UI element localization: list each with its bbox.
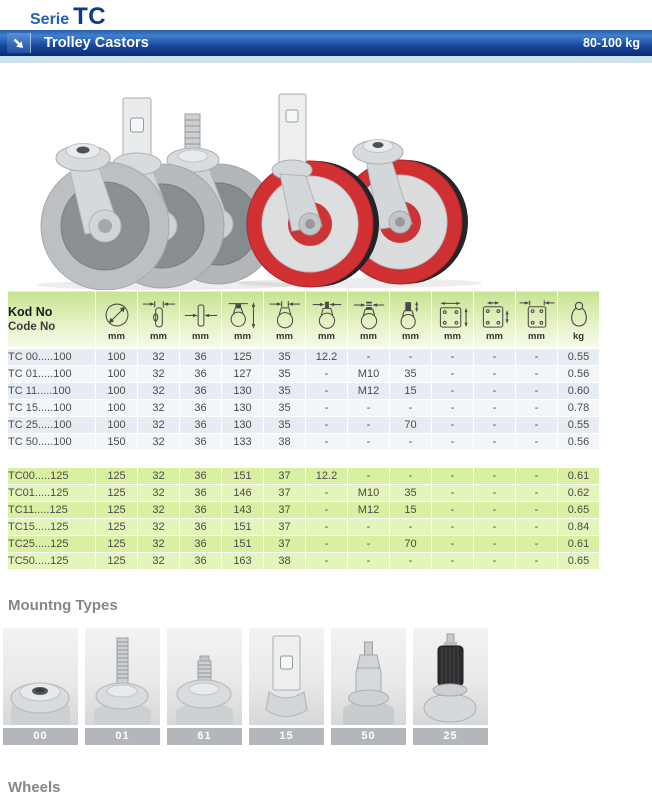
code-cell: TC25.....125 <box>8 536 96 553</box>
table-row <box>8 366 600 383</box>
bolt-hole-diameter-icon <box>306 298 347 330</box>
value-cell: - <box>516 519 558 536</box>
value-cell: - <box>306 502 348 519</box>
table-row <box>8 553 600 570</box>
value-cell: 32 <box>138 383 180 400</box>
total-height-icon <box>222 298 263 330</box>
value-cell: 37 <box>264 485 306 502</box>
stem-length-column-header <box>390 291 432 349</box>
table-row <box>8 468 600 485</box>
code-cell: TC 50.....100 <box>8 434 96 451</box>
value-cell: 151 <box>222 519 264 536</box>
value-cell: 0.65 <box>558 553 600 570</box>
value-cell: 36 <box>180 349 222 366</box>
value-cell: 36 <box>180 519 222 536</box>
value-cell: - <box>390 553 432 570</box>
value-cell: 32 <box>138 553 180 570</box>
value-cell: - <box>516 349 558 366</box>
code-cell: TC 15.....100 <box>8 400 96 417</box>
code-cell: TC 25.....100 <box>8 417 96 434</box>
unit-label: mm <box>528 330 545 342</box>
mount-photo-25 <box>413 628 488 725</box>
code-cell: TC11.....125 <box>8 502 96 519</box>
value-cell: - <box>390 434 432 451</box>
value-cell: - <box>306 400 348 417</box>
value-cell: 0.61 <box>558 468 600 485</box>
value-cell: - <box>432 434 474 451</box>
table-row <box>8 434 600 451</box>
product-photo <box>15 78 485 290</box>
value-cell: - <box>348 417 390 434</box>
value-cell: 32 <box>138 434 180 451</box>
value-cell: - <box>516 383 558 400</box>
value-cell: 100 <box>96 383 138 400</box>
mount-type-label: 00 <box>3 728 78 745</box>
code-cell: TC50.....125 <box>8 553 96 570</box>
wheels-heading: Wheels <box>8 779 61 796</box>
value-cell: - <box>432 400 474 417</box>
value-cell: - <box>474 485 516 502</box>
value-cell: 125 <box>96 536 138 553</box>
plate-hole-spacing-column-header <box>474 291 516 349</box>
mount-type-tile <box>167 628 242 745</box>
table-row <box>8 519 600 536</box>
value-cell: 32 <box>138 349 180 366</box>
diagonal-arrow-icon <box>7 33 31 53</box>
mount-photo-15 <box>249 628 324 725</box>
unit-label: mm <box>318 330 335 342</box>
value-cell: 130 <box>222 383 264 400</box>
value-cell: - <box>306 417 348 434</box>
unit-label: mm <box>234 330 251 342</box>
value-cell: - <box>432 417 474 434</box>
code-column-header <box>8 291 96 349</box>
value-cell: 38 <box>264 434 306 451</box>
bolt-hole-diameter-column-header <box>306 291 348 349</box>
wheel-width-icon <box>138 298 179 330</box>
value-cell: 36 <box>180 485 222 502</box>
value-cell: M10 <box>348 366 390 383</box>
code-cell: TC 00.....100 <box>8 349 96 366</box>
code-cell: TC15.....125 <box>8 519 96 536</box>
unit-label: mm <box>360 330 377 342</box>
value-cell: - <box>390 519 432 536</box>
value-cell: 125 <box>96 468 138 485</box>
value-cell: 70 <box>390 417 432 434</box>
value-cell: M10 <box>348 485 390 502</box>
swivel-offset-column-header <box>264 291 306 349</box>
value-cell: 32 <box>138 366 180 383</box>
stem-length-icon <box>390 298 431 330</box>
value-cell: - <box>306 553 348 570</box>
code-header-line1: Kod No <box>8 305 53 319</box>
mount-type-label: 25 <box>413 728 488 745</box>
value-cell: - <box>474 400 516 417</box>
value-cell: 36 <box>180 417 222 434</box>
value-cell: 35 <box>264 400 306 417</box>
mount-type-label: 15 <box>249 728 324 745</box>
plate-width-icon <box>516 298 557 330</box>
value-cell: - <box>432 383 474 400</box>
wheel-diameter-icon <box>96 298 137 330</box>
value-cell: 35 <box>390 366 432 383</box>
value-cell: - <box>474 502 516 519</box>
value-cell: - <box>390 349 432 366</box>
value-cell: 32 <box>138 485 180 502</box>
value-cell: 37 <box>264 519 306 536</box>
section-banner <box>0 30 652 56</box>
value-cell: 35 <box>264 383 306 400</box>
mount-type-tile <box>249 628 324 745</box>
unit-label: mm <box>108 330 125 342</box>
value-cell: 100 <box>96 366 138 383</box>
value-cell: - <box>348 519 390 536</box>
value-cell: - <box>348 553 390 570</box>
value-cell: - <box>306 519 348 536</box>
mounting-types-heading: Mountng Types <box>8 597 118 614</box>
unit-label: mm <box>486 330 503 342</box>
value-cell: - <box>348 468 390 485</box>
thread-size-column-header <box>348 291 390 349</box>
value-cell: 100 <box>96 400 138 417</box>
value-cell: 130 <box>222 400 264 417</box>
table-row <box>8 383 600 400</box>
value-cell: 125 <box>96 485 138 502</box>
value-cell: 36 <box>180 553 222 570</box>
value-cell: 37 <box>264 502 306 519</box>
unit-label: mm <box>150 330 167 342</box>
value-cell: - <box>516 366 558 383</box>
value-cell: 32 <box>138 519 180 536</box>
banner-title: Trolley Castors <box>44 35 149 51</box>
value-cell: 38 <box>264 553 306 570</box>
wheel-diameter-column-header <box>96 291 138 349</box>
value-cell: M12 <box>348 383 390 400</box>
mount-type-tile <box>3 628 78 745</box>
value-cell: 32 <box>138 468 180 485</box>
value-cell: - <box>306 536 348 553</box>
value-cell: 32 <box>138 417 180 434</box>
value-cell: 15 <box>390 502 432 519</box>
series-title <box>30 3 106 31</box>
value-cell: 143 <box>222 502 264 519</box>
value-cell: 0.62 <box>558 485 600 502</box>
series-code: TC <box>73 3 107 30</box>
value-cell: - <box>390 468 432 485</box>
unit-label: mm <box>192 330 209 342</box>
value-cell: 12.2 <box>306 468 348 485</box>
value-cell: - <box>348 400 390 417</box>
hub-width-icon <box>180 298 221 330</box>
value-cell: 37 <box>264 536 306 553</box>
code-cell: TC01.....125 <box>8 485 96 502</box>
value-cell: 151 <box>222 536 264 553</box>
value-cell: 37 <box>264 468 306 485</box>
value-cell: 127 <box>222 366 264 383</box>
plate-hole-spacing-icon <box>474 298 515 330</box>
thread-size-icon <box>348 298 389 330</box>
value-cell: - <box>516 485 558 502</box>
weight-icon <box>558 298 599 330</box>
value-cell: - <box>516 468 558 485</box>
mount-type-label: 61 <box>167 728 242 745</box>
value-cell: - <box>348 536 390 553</box>
value-cell: 36 <box>180 383 222 400</box>
code-header-line2: Code No <box>8 321 56 333</box>
value-cell: 35 <box>264 366 306 383</box>
value-cell: 0.60 <box>558 383 600 400</box>
value-cell: 0.55 <box>558 349 600 366</box>
value-cell: - <box>516 434 558 451</box>
value-cell: 150 <box>96 434 138 451</box>
value-cell: 0.56 <box>558 434 600 451</box>
value-cell: - <box>432 553 474 570</box>
series-label: Serie <box>30 11 70 28</box>
code-cell: TC00.....125 <box>8 468 96 485</box>
value-cell: - <box>306 366 348 383</box>
total-height-column-header <box>222 291 264 349</box>
unit-label: mm <box>276 330 293 342</box>
value-cell: - <box>432 502 474 519</box>
table-row <box>8 349 600 366</box>
value-cell: - <box>474 383 516 400</box>
mount-photo-00 <box>3 628 78 725</box>
load-capacity-badge: 80-100 kg <box>583 36 640 50</box>
value-cell: 15 <box>390 383 432 400</box>
value-cell: 133 <box>222 434 264 451</box>
castor-red-square-stem <box>247 94 379 287</box>
mounting-types-row <box>3 628 488 745</box>
value-cell: 125 <box>96 553 138 570</box>
value-cell: - <box>474 553 516 570</box>
value-cell: 32 <box>138 502 180 519</box>
swivel-offset-icon <box>264 298 305 330</box>
value-cell: 36 <box>180 366 222 383</box>
value-cell: 163 <box>222 553 264 570</box>
value-cell: M12 <box>348 502 390 519</box>
table-row <box>8 485 600 502</box>
value-cell: 125 <box>222 349 264 366</box>
mount-type-tile <box>413 628 488 745</box>
unit-label: mm <box>444 330 461 342</box>
value-cell: - <box>432 485 474 502</box>
value-cell: - <box>474 349 516 366</box>
value-cell: 32 <box>138 400 180 417</box>
value-cell: 151 <box>222 468 264 485</box>
value-cell: - <box>432 349 474 366</box>
value-cell: 130 <box>222 417 264 434</box>
table-row <box>8 417 600 434</box>
value-cell: 36 <box>180 468 222 485</box>
value-cell: 32 <box>138 536 180 553</box>
banner-substrip <box>0 56 652 63</box>
code-cell: TC 11.....100 <box>8 383 96 400</box>
wheel-width-column-header <box>138 291 180 349</box>
table-row <box>8 400 600 417</box>
value-cell: - <box>306 434 348 451</box>
value-cell: 70 <box>390 536 432 553</box>
value-cell: 0.56 <box>558 366 600 383</box>
mount-photo-50 <box>331 628 406 725</box>
value-cell: 125 <box>96 502 138 519</box>
value-cell: - <box>474 536 516 553</box>
value-cell: 0.65 <box>558 502 600 519</box>
value-cell: - <box>474 417 516 434</box>
hub-width-column-header <box>180 291 222 349</box>
value-cell: - <box>432 468 474 485</box>
plate-size-icon <box>432 298 473 330</box>
value-cell: 35 <box>390 485 432 502</box>
mount-type-tile <box>331 628 406 745</box>
value-cell: - <box>474 366 516 383</box>
value-cell: 12.2 <box>306 349 348 366</box>
value-cell: - <box>516 417 558 434</box>
value-cell: 36 <box>180 536 222 553</box>
unit-label: mm <box>402 330 419 342</box>
code-cell: TC 01.....100 <box>8 366 96 383</box>
value-cell: - <box>474 434 516 451</box>
value-cell: 100 <box>96 349 138 366</box>
value-cell: - <box>432 519 474 536</box>
value-cell: 146 <box>222 485 264 502</box>
mount-type-label: 50 <box>331 728 406 745</box>
unit-label: kg <box>572 330 585 342</box>
value-cell: - <box>306 485 348 502</box>
table-header-row <box>8 291 600 349</box>
value-cell: - <box>516 553 558 570</box>
value-cell: - <box>516 400 558 417</box>
value-cell: 36 <box>180 434 222 451</box>
value-cell: 0.55 <box>558 417 600 434</box>
value-cell: 0.84 <box>558 519 600 536</box>
group-spacer <box>8 451 600 468</box>
mount-photo-61 <box>167 628 242 725</box>
value-cell: 36 <box>180 502 222 519</box>
mount-type-tile <box>85 628 160 745</box>
value-cell: 0.78 <box>558 400 600 417</box>
value-cell: - <box>474 519 516 536</box>
value-cell: - <box>516 502 558 519</box>
value-cell: - <box>390 400 432 417</box>
value-cell: 100 <box>96 417 138 434</box>
value-cell: 35 <box>264 349 306 366</box>
value-cell: - <box>516 536 558 553</box>
value-cell: 35 <box>264 417 306 434</box>
value-cell: - <box>432 366 474 383</box>
table-row <box>8 536 600 553</box>
plate-size-column-header <box>432 291 474 349</box>
weight-column-header <box>558 291 600 349</box>
value-cell: 125 <box>96 519 138 536</box>
mount-type-label: 01 <box>85 728 160 745</box>
value-cell: - <box>348 434 390 451</box>
value-cell: - <box>306 383 348 400</box>
table-row <box>8 502 600 519</box>
value-cell: 36 <box>180 400 222 417</box>
value-cell: - <box>348 349 390 366</box>
spec-table <box>8 291 600 570</box>
value-cell: 0.61 <box>558 536 600 553</box>
value-cell: - <box>474 468 516 485</box>
plate-width-column-header <box>516 291 558 349</box>
mount-photo-01 <box>85 628 160 725</box>
value-cell: - <box>432 536 474 553</box>
